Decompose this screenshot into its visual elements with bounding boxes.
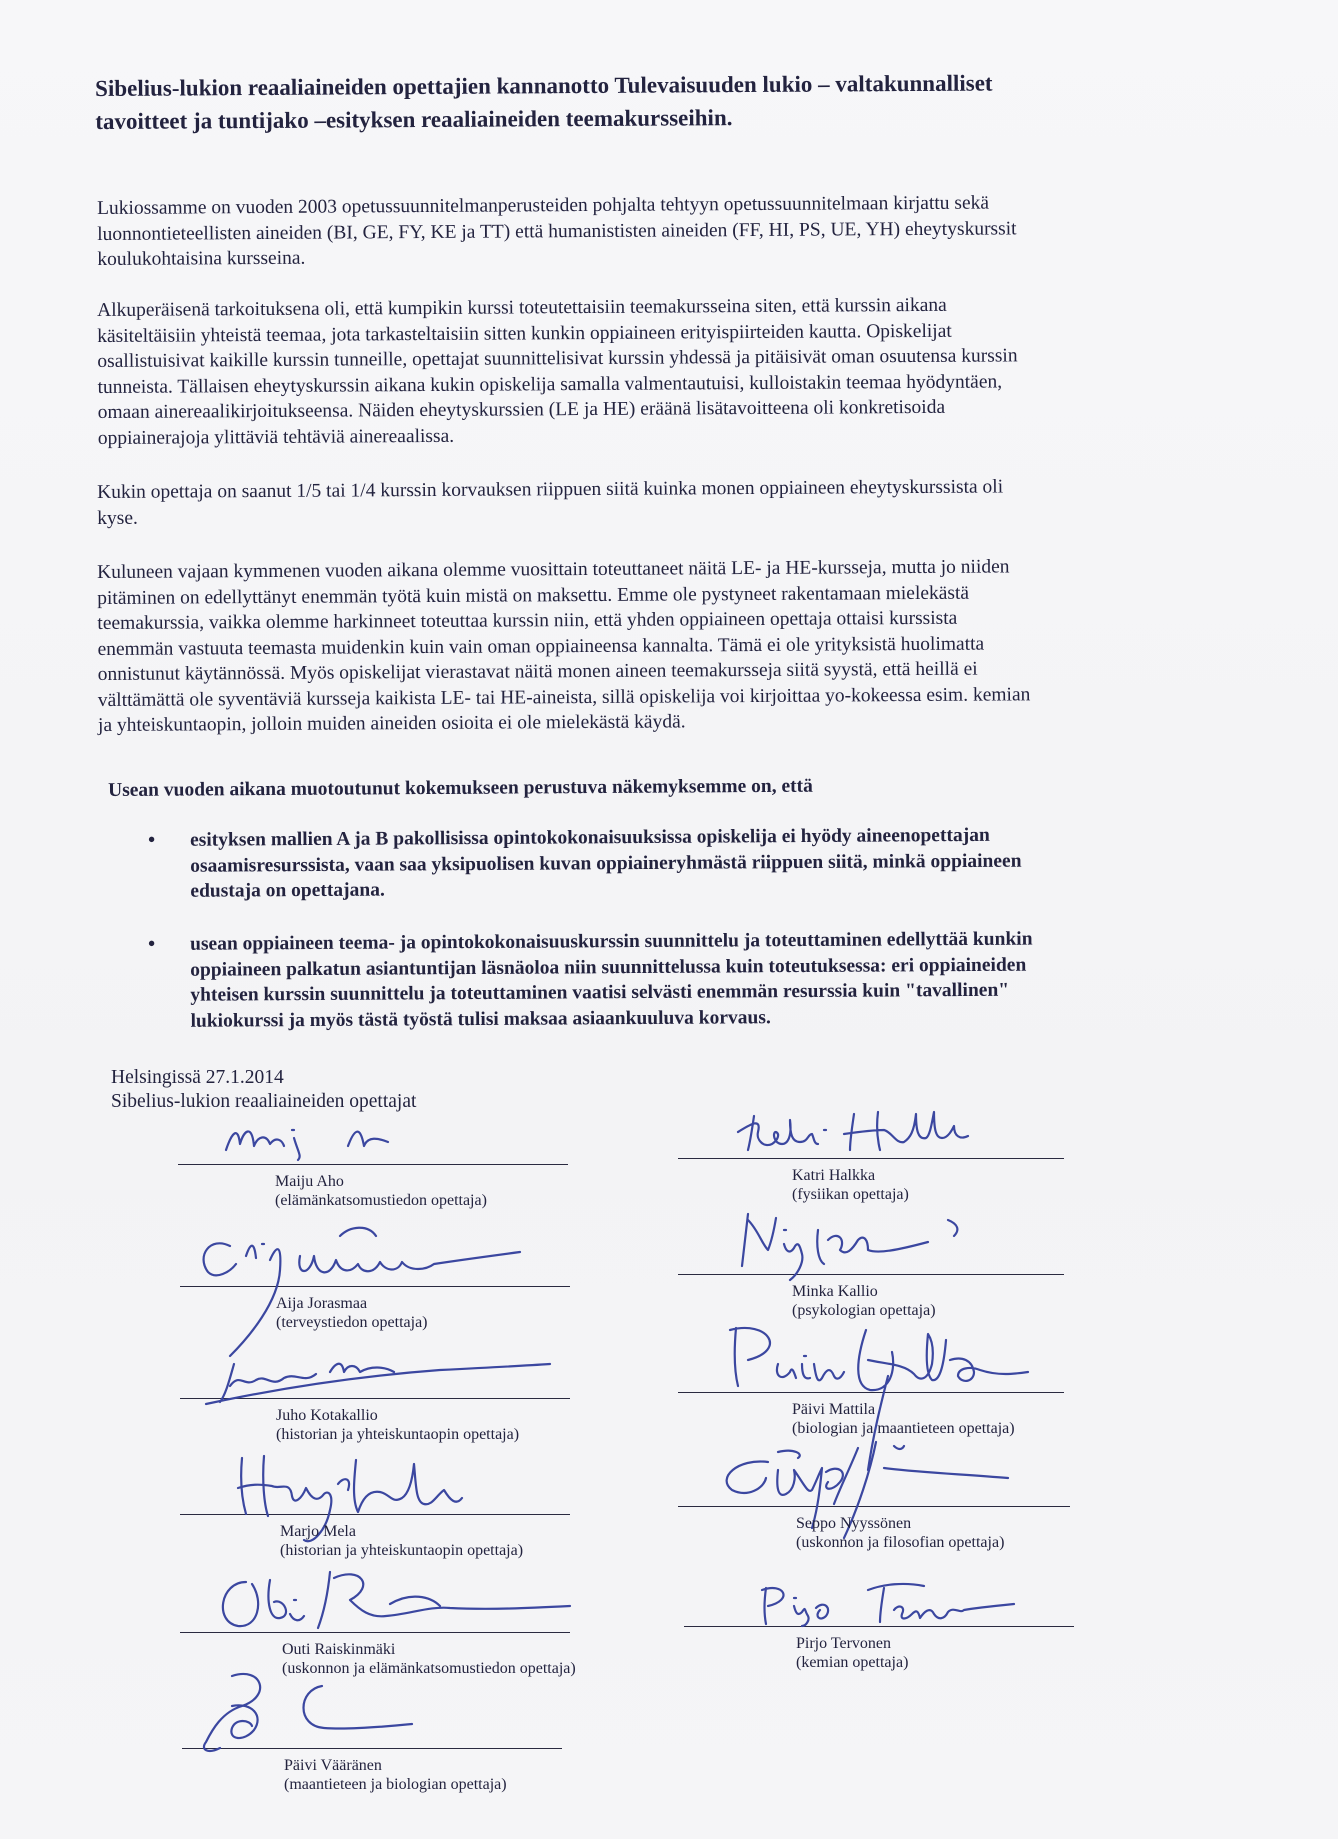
signer-name: Aija Jorasmaa	[276, 1295, 368, 1312]
paragraph-experience	[97, 553, 1218, 738]
text-line: Lukiossamme on vuoden 2003 opetussuunnitelmanperusteiden pohjalta tehtyyn opetussuunnitelmaan kirjattu sekä	[97, 192, 990, 219]
signer-role: (uskonnon ja filosofian opettaja)	[796, 1534, 1005, 1551]
text-line: osallistuisivat kaikille kurssin tunneille, opettajat suunnittelisivat kurssin yhdessä ja pitäisivät oman osuutensa kurssin	[97, 345, 1018, 372]
handwritten-signature	[210, 1562, 590, 1662]
signer-name: Seppo Nyyssönen	[796, 1515, 912, 1532]
text-line: Kuluneen vajaan kymmenen vuoden aikana olemme vuosittain toteuttaneet näitä LE- ja HE-kursseja, mutta jo niiden	[97, 556, 1010, 583]
lead-text: Usean vuoden aikana muotoutunut kokemukseen perustuva näkemyksemme on, että	[108, 775, 813, 801]
text-line: välttämättä ole syventäviä kursseja kaikista LE- tai HE-aineista, sillä opiskelija voi kirjoittaa yo-kokeessa esim. kemian	[97, 683, 1031, 711]
text-line: teemakurssia, vaikka olemme harkinneet toteuttaa kurssin niin, että yhden oppiaineen opettaja ottaisi kurssista	[97, 607, 958, 634]
signer-name: Katri Halkka	[792, 1167, 876, 1184]
bullet-text	[190, 926, 1201, 1034]
signer-name: Minka Kallio	[792, 1283, 878, 1300]
handwritten-signature	[728, 1108, 1028, 1158]
text-line: pitäminen on edellyttänyt enemmän työtä kuin mistä on maksettu. Emme ole pystyneet rakentamaan mielekästä	[97, 582, 970, 609]
handwritten-signature	[190, 1216, 570, 1366]
handwritten-signature	[200, 1358, 560, 1408]
bullet-item-1	[148, 822, 1208, 902]
signer-role: (terveystiedon opettaja)	[276, 1314, 428, 1331]
signer-role: (biologian ja maantieteen opettaja)	[792, 1420, 1015, 1437]
signer-role: (elämänkatsomustiedon opettaja)	[275, 1192, 487, 1209]
paragraph-original-purpose	[97, 291, 1218, 451]
text-line: kyse.	[97, 507, 138, 529]
signer-role: (historian ja yhteiskuntaopin opettaja)	[280, 1542, 524, 1559]
text-line: lukiokurssi ja myös tästä työstä tulisi maksaa asiaankuuluva korvaus.	[190, 1006, 771, 1032]
signer-role: (psykologian opettaja)	[792, 1302, 936, 1319]
signer-name: Päivi Vääränen	[284, 1757, 382, 1774]
handwritten-signature	[230, 1450, 490, 1550]
title-line: Sibelius-lukion reaaliaineiden opettajien kannanotto Tulevaisuuden lukio – valtakunnalliset	[95, 70, 993, 101]
bullet-item-2	[148, 926, 1208, 1032]
handwritten-signature	[218, 1116, 518, 1166]
signer-name: Maiju Aho	[275, 1173, 344, 1190]
bullet-text	[190, 822, 1200, 905]
signer-role: (historian ja yhteiskuntaopin opettaja)	[276, 1426, 520, 1443]
text-line: usean oppiaineen teema- ja opintokokonaisuuskurssin suunnittelu ja toteuttaminen edellyttää kunkin	[190, 928, 1033, 955]
text-line: tunneista. Tällaisen eheytyskurssin aikana kukin opiskelija samalla valmentautuisi, kulloistakin teemaa hyödyntäen,	[97, 370, 1003, 398]
text-line: enemmän vastuuta teemasta muidenkin kuin vain oman oppiaineensa kannalta. Tämä ei ole yrityksistä huolimatta	[97, 633, 985, 660]
signer-role: (uskonnon ja elämänkatsomustiedon opettaja)	[282, 1660, 576, 1677]
bullet-dot: •	[148, 932, 156, 955]
text-line: onnistunut käytännössä. Myös opiskelijat vierastavat näitä monen aineen teemakursseja siitä syystä, että heillä ei	[97, 658, 978, 685]
document-title	[95, 65, 1225, 138]
text-line: luonnontieteellisten aineiden (BI, GE, FY, KE ja TT) että humanististen aineiden (FF, HI, PS, UE, YH) eheytyskurssit	[97, 217, 1017, 245]
signer-role: (maantieteen ja biologian opettaja)	[284, 1776, 507, 1793]
signer-role: (fysiikan opettaja)	[792, 1186, 909, 1203]
text-line: esityksen mallien A ja B pakollisissa opintokokonaisuuksissa opiskelija ei hyödy aineenopettajan	[190, 824, 990, 851]
text-line: ja yhteiskuntaopin, jolloin muiden aineiden osioita ei ole mielekästä käydä.	[97, 711, 686, 736]
signer-name: Päivi Mattila	[792, 1401, 876, 1418]
text-line: käsiteltäisiin yhteistä teemaa, jota tarkasteltaisiin sitten kunkin oppiaineen erityispiirteiden kautta. Opiskelijat	[97, 320, 952, 347]
text-line: oppiainerajoja ylittäviä tehtäviä ainereaalissa.	[97, 425, 455, 449]
text-line: Kukin opettaja on saanut 1/5 tai 1/4 kurssin korvauksen riippuen siitä kuinka monen oppiaineen eheytyskurssista oli	[97, 476, 1004, 503]
signer-name: Outi Raiskinmäki	[282, 1641, 396, 1658]
paragraph-compensation	[97, 473, 1217, 531]
bullet-dot: •	[148, 828, 156, 851]
signature-line	[678, 1158, 1064, 1159]
place-and-date	[111, 1066, 416, 1114]
lead-statement	[108, 771, 1228, 803]
signer-group-text: Sibelius-lukion reaaliaineiden opettajat	[111, 1091, 417, 1112]
paragraph-curriculum	[97, 189, 1217, 272]
handwritten-signature	[192, 1666, 442, 1756]
text-line: yhteisen kurssin suunnittelu ja toteuttaminen vaatisi selvästi enemmän resurssia kuin "tavallinen"	[190, 979, 1010, 1006]
text-line: Alkuperäisenä tarkoituksena oli, että kumpikin kurssi toteutettaisiin teemakursseina siten, että kurssin aikana	[97, 294, 947, 321]
text-line: osaamisresurssista, vaan saa yksipuolisen kuvan oppiaineryhmästä riippuen siitä, minkä oppiaineen	[190, 850, 1022, 877]
text-line: edustaja on opettajana.	[190, 879, 385, 902]
text-line: koulukohtaisina kursseina.	[97, 247, 306, 270]
signer-name: Pirjo Tervonen	[796, 1635, 892, 1652]
title-line: tavoitteet ja tuntijako –esityksen reaaliaineiden teemakursseihin.	[95, 105, 733, 134]
signer-name: Juho Kotakallio	[276, 1407, 378, 1424]
text-line: oppiaineen palkatun asiantuntijan läsnäoloa niin suunnittelussa kuin toteutuksessa: eri oppiaineiden	[190, 954, 1027, 981]
place-date-text: Helsingissä 27.1.2014	[111, 1067, 284, 1088]
signer-name: Marjo Mela	[280, 1523, 356, 1540]
signer-role: (kemian opettaja)	[796, 1654, 909, 1671]
handwritten-signature	[708, 1438, 1048, 1578]
text-line: omaan ainereaalikirjoitukseensa. Näiden eheytyskurssien (LE ja HE) eräänä lisätavoitteena oli konkretisoida	[97, 396, 946, 423]
handwritten-signature	[754, 1580, 1054, 1630]
handwritten-signature	[728, 1210, 1028, 1290]
